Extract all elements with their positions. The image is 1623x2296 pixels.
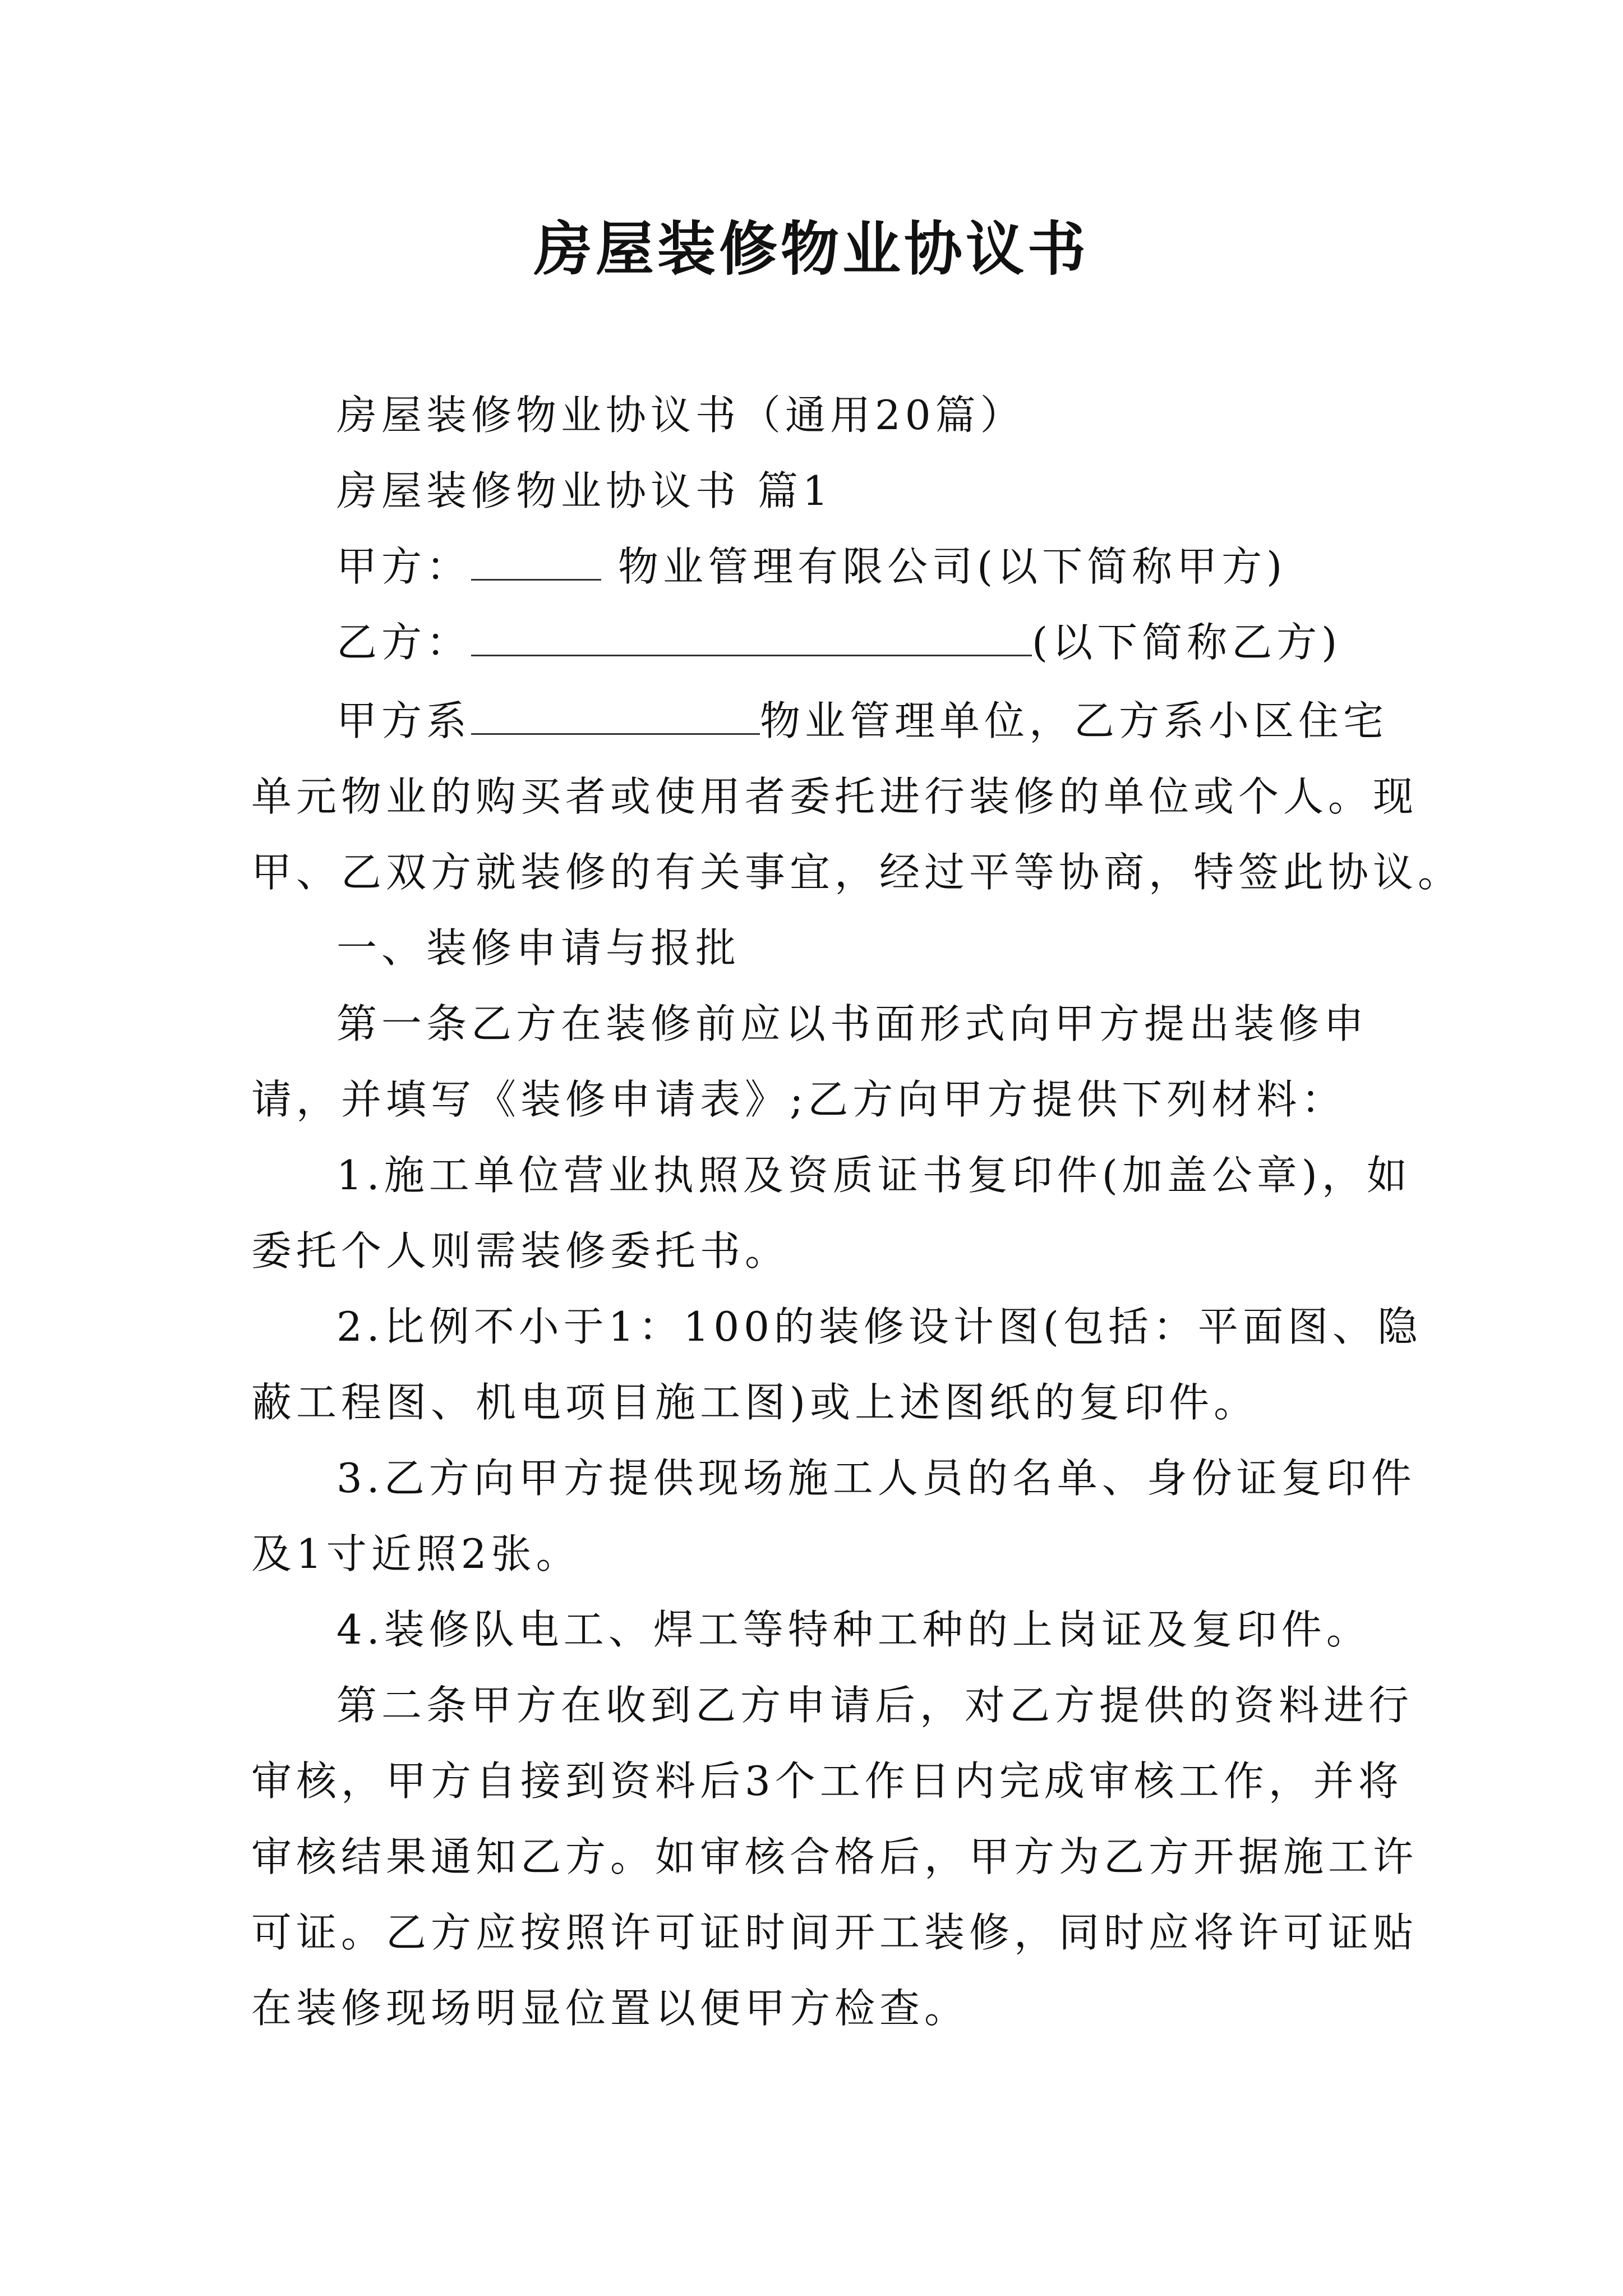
section-heading: 房屋装修物业协议书 篇1 bbox=[336, 467, 833, 514]
section-heading: 一、装修申请与报批 bbox=[336, 924, 741, 972]
party-b-blank bbox=[471, 615, 1032, 656]
list-item: 2.比例不小于1：100的装修设计图(包括：平面图、隐 bbox=[336, 1303, 1423, 1350]
intro-blank bbox=[471, 694, 760, 735]
paragraph-line bbox=[336, 693, 1389, 749]
party-a-line bbox=[336, 539, 1378, 595]
paragraph-line: 请，并填写《装修申请表》;乙方向甲方提供下列材料： bbox=[251, 1076, 1347, 1123]
paragraph-line: 在装修现场明显位置以便甲方检查。 bbox=[251, 1985, 970, 2032]
paragraph-line: 第一条乙方在装修前应以书面形式向甲方提出装修申 bbox=[336, 1000, 1369, 1047]
paragraph-line: 甲、乙双方就装修的有关事宜，经过平等协商，特签此协议。 bbox=[251, 849, 1463, 896]
intro-prefix: 甲方系 bbox=[336, 697, 472, 744]
paragraph-line: 及1寸近照2张。 bbox=[251, 1530, 581, 1577]
list-item: 1.施工单位营业执照及资质证书复印件(加盖公章)，如 bbox=[336, 1152, 1412, 1199]
intro-suffix: 物业管理单位，乙方系小区住宅 bbox=[760, 697, 1389, 744]
list-item: 3.乙方向甲方提供现场施工人员的名单、身份证复印件 bbox=[336, 1455, 1416, 1502]
paragraph-line: 蔽工程图、机电项目施工图)或上述图纸的复印件。 bbox=[251, 1379, 1259, 1426]
document-title: 房屋装修物业协议书 bbox=[533, 215, 1089, 283]
paragraph-line: 单元物业的购买者或使用者委托进行装修的单位或个人。现 bbox=[251, 773, 1418, 820]
party-a-desc: 物业管理有限公司(以下简称甲方) bbox=[618, 543, 1287, 590]
paragraph-line: 委托个人则需装修委托书。 bbox=[251, 1227, 790, 1274]
subtitle-line: 房屋装修物业协议书（通用20篇） bbox=[336, 392, 1025, 439]
list-item: 4.装修队电工、焊工等特种工种的上岗证及复印件。 bbox=[336, 1606, 1371, 1653]
party-b-line bbox=[336, 614, 1378, 670]
party-b-label: 乙方： bbox=[336, 619, 472, 666]
party-a-blank bbox=[471, 540, 601, 581]
paragraph-line: 第二条甲方在收到乙方申请后，对乙方提供的资料进行 bbox=[336, 1682, 1414, 1729]
party-a-label: 甲方： bbox=[336, 543, 472, 590]
paragraph-line: 审核结果通知乙方。如审核合格后，甲方为乙方开据施工许 bbox=[251, 1833, 1418, 1880]
party-b-desc: (以下简称乙方) bbox=[1032, 619, 1342, 666]
paragraph-line: 审核，甲方自接到资料后3个工作日内完成审核工作，并将 bbox=[251, 1757, 1403, 1805]
paragraph-line: 可证。乙方应按照许可证时间开工装修，同时应将许可证贴 bbox=[251, 1909, 1418, 1956]
